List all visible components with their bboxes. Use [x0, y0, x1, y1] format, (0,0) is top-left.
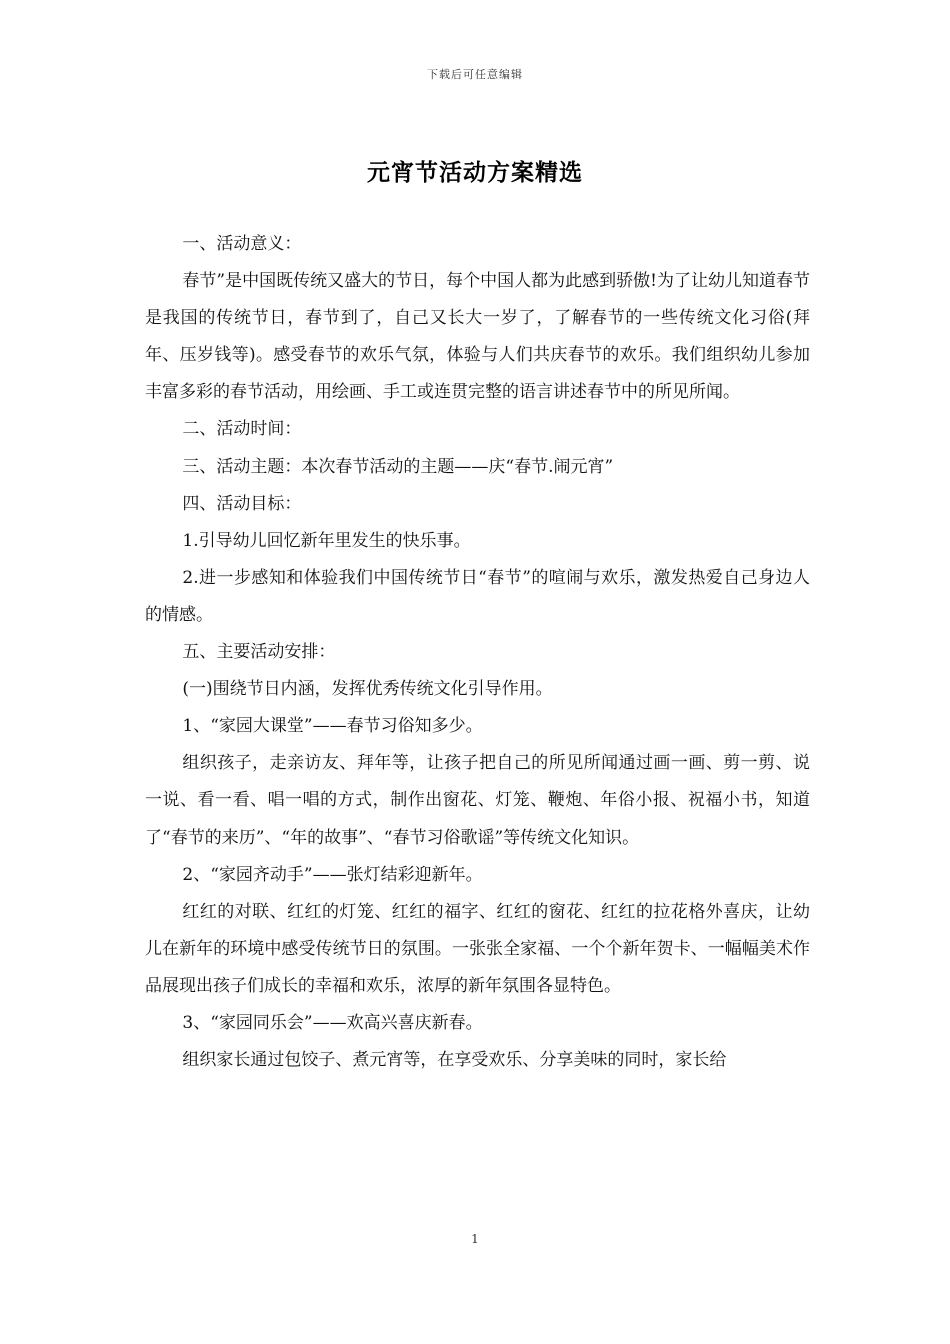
- activity-heading-2: 2、“家园齐动手”——张灯结彩迎新年。: [182, 864, 483, 885]
- goal-item-1: 1.引导幼儿回忆新年里发生的快乐事。: [182, 530, 471, 551]
- activity-heading-1: 1、“家园大课堂”——春节习俗知多少。: [182, 716, 483, 737]
- section-heading-goals: 四、活动目标：: [182, 493, 302, 514]
- paragraph-significance: 春节”是中国既传统又盛大的节日，每个中国人都为此感到骄傲!为了让幼儿知道春节是我国的传统节日，春节到了，自己又长大一岁了，了解春节的一些传统文化习俗(拜年、压岁钱等)。感受春节的欢乐气氛，体验与人们共庆春节的欢乐。我们组织幼儿参加丰富多彩的春节活动，用绘画、手工或连贯完整的语言讲述春节中的所见所闻。: [145, 271, 810, 403]
- page-number: 1: [471, 1232, 479, 1246]
- activity-paragraph-3: 组织家长通过包饺子、煮元宵等，在享受欢乐、分享美味的同时，家长给: [182, 1050, 727, 1071]
- section-heading-arrangements: 五、主要活动安排：: [182, 642, 336, 663]
- goal-item-2: 2.进一步感知和体验我们中国传统节日“春节”的喧闹与欢乐，激发热爱自己身边人的情感。: [145, 567, 810, 625]
- section-heading-significance: 一、活动意义：: [182, 234, 302, 254]
- page-header: 下载后可任意编辑: [427, 68, 523, 81]
- activity-paragraph-1: 组织孩子，走亲访友、拜年等，让孩子把自己的所见所闻通过画一画、剪一剪、说一说、看一看、唱一唱的方式，制作出窗花、灯笼、鞭炮、年俗小报、祝福小书，知道了“春节的来历”、“年的故事”、“春节习俗歌谣”等传统文化知识。: [145, 753, 810, 848]
- subsection-heading-1: (一)围绕节日内涵，发挥优秀传统文化引导作用。: [182, 679, 553, 700]
- document-title: 元宵节活动方案精选: [367, 159, 583, 186]
- activity-paragraph-2: 红红的对联、红红的灯笼、红红的福字、红红的窗花、红红的拉花格外喜庆，让幼儿在新年的环境中感受传统节日的氛围。一张张全家福、一个个新年贺卡、一幅幅美术作品展现出孩子们成长的幸福和欢乐，浓厚的新年氛围各显特色。: [145, 901, 810, 996]
- document-body: [145, 226, 810, 1079]
- section-heading-time: 二、活动时间：: [182, 419, 302, 440]
- activity-heading-3: 3、“家园同乐会”——欢高兴喜庆新春。: [182, 1012, 483, 1033]
- section-heading-theme: 三、活动主题：本次春节活动的主题——庆“春节.闹元宵”: [182, 456, 614, 477]
